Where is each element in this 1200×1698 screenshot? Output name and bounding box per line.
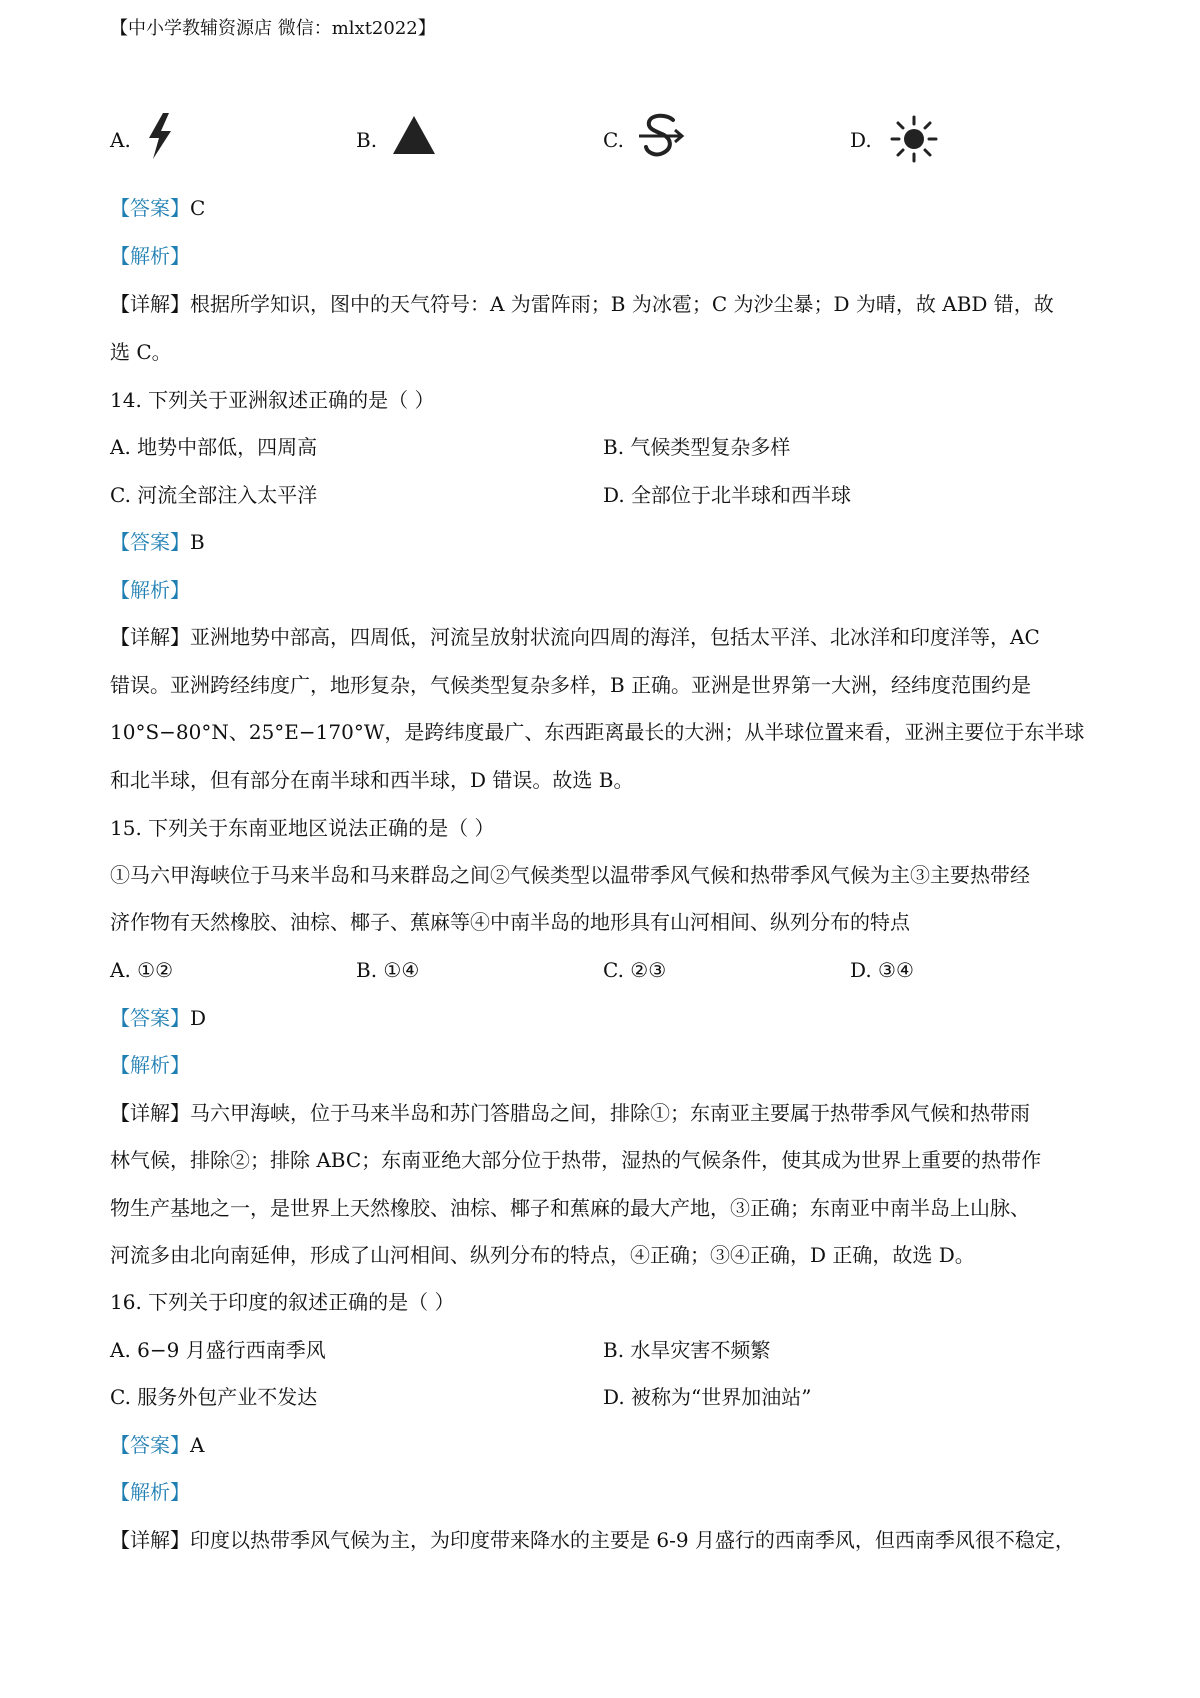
q13-option-a-label: A. bbox=[110, 128, 131, 152]
q13-answer bbox=[110, 198, 205, 218]
q13-option-c-label: C. bbox=[603, 128, 624, 152]
thunderstorm-icon bbox=[143, 111, 177, 161]
q15-detail-line: 林气候，排除②；排除 ABC；东南亚绝大部分位于热带，湿热的气候条件，使其成为世界上重要的热带作 bbox=[110, 1148, 1042, 1172]
q14-option-b: B. 气候类型复杂多样 bbox=[603, 435, 791, 459]
analysis-tag: 【解析】 bbox=[110, 244, 190, 268]
q15-detail-line: 物生产基地之一，是世界上天然橡胶、油棕、椰子和蕉麻的最大产地，③正确；东南亚中南半岛上山脉、 bbox=[110, 1196, 1030, 1220]
q16-detail-line bbox=[110, 1530, 1075, 1550]
answer-tag: 【答案】 bbox=[110, 530, 190, 554]
q16-stem: 16. 下列关于印度的叙述正确的是（ ） bbox=[110, 1290, 455, 1314]
q14-detail-line bbox=[110, 627, 1040, 647]
detail-text: 亚洲地势中部高，四周低，河流呈放射状流向四周的海洋，包括太平洋、北冰洋和印度洋等，AC bbox=[190, 625, 1040, 649]
answer-tag: 【答案】 bbox=[110, 1433, 190, 1457]
answer-tag: 【答案】 bbox=[110, 196, 190, 220]
q13-option-d-label: D. bbox=[850, 128, 872, 152]
sandstorm-icon bbox=[637, 110, 689, 162]
q16-option-c: C. 服务外包产业不发达 bbox=[110, 1385, 318, 1409]
detail-tag: 【详解】 bbox=[110, 292, 190, 316]
q14-detail-line: 错误。亚洲跨经纬度广，地形复杂，气候类型复杂多样，B 正确。亚洲是世界第一大洲，经纬度范围约是 bbox=[110, 673, 1032, 697]
analysis-tag: 【解析】 bbox=[110, 1053, 190, 1077]
q15-option-d: D. ③④ bbox=[850, 958, 914, 982]
detail-text: 马六甲海峡，位于马来半岛和苏门答腊岛之间，排除①；东南亚主要属于热带季风气候和热带雨 bbox=[190, 1101, 1030, 1125]
q13-option-b-label: B. bbox=[356, 128, 378, 152]
q14-option-d: D. 全部位于北半球和西半球 bbox=[603, 483, 852, 507]
q15-detail-line: 河流多由北向南延伸，形成了山河相间、纵列分布的特点，④正确；③④正确，D 正确，故选 D。 bbox=[110, 1243, 975, 1267]
q15-statement-line: 济作物有天然橡胶、油棕、椰子、蕉麻等④中南半岛的地形具有山河相间、纵列分布的特点 bbox=[110, 910, 910, 934]
q14-detail-line: 和北半球，但有部分在南半球和西半球，D 错误。故选 B。 bbox=[110, 768, 634, 792]
q16-analysis bbox=[110, 1482, 190, 1502]
answer-value: B bbox=[190, 530, 205, 554]
q15-option-b: B. ①④ bbox=[356, 958, 420, 982]
q16-option-a: A. 6−9 月盛行西南季风 bbox=[110, 1338, 326, 1362]
q14-option-c: C. 河流全部注入太平洋 bbox=[110, 483, 318, 507]
q14-option-a: A. 地势中部低，四周高 bbox=[110, 435, 318, 459]
detail-text: 印度以热带季风气候为主，为印度带来降水的主要是 6-9 月盛行的西南季风，但西南季风很不稳定， bbox=[190, 1528, 1075, 1552]
q16-option-b: B. 水旱灾害不频繁 bbox=[603, 1338, 771, 1362]
page-header: 【中小学教辅资源店 微信：mlxt2022】 bbox=[110, 18, 436, 39]
q15-analysis bbox=[110, 1055, 190, 1075]
q15-detail-line bbox=[110, 1103, 1030, 1123]
detail-tag: 【详解】 bbox=[110, 625, 190, 649]
detail-text: 根据所学知识，图中的天气符号：A 为雷阵雨；B 为冰雹；C 为沙尘暴；D 为晴，故 ABD 错，故 bbox=[190, 292, 1054, 316]
q14-analysis bbox=[110, 580, 190, 600]
q13-analysis bbox=[110, 246, 190, 266]
q14-stem: 14. 下列关于亚洲叙述正确的是（ ） bbox=[110, 388, 435, 412]
q14-answer bbox=[110, 532, 205, 552]
q15-option-a: A. ①② bbox=[110, 958, 174, 982]
analysis-tag: 【解析】 bbox=[110, 578, 190, 602]
q15-stem: 15. 下列关于东南亚地区说法正确的是（ ） bbox=[110, 816, 495, 840]
q15-answer bbox=[110, 1008, 206, 1028]
q16-answer bbox=[110, 1435, 204, 1455]
detail-tag: 【详解】 bbox=[110, 1528, 190, 1552]
detail-tag: 【详解】 bbox=[110, 1101, 190, 1125]
q13-detail-line bbox=[110, 294, 1054, 314]
analysis-tag: 【解析】 bbox=[110, 1480, 190, 1504]
q13-detail-line: 选 C。 bbox=[110, 340, 172, 364]
sunny-icon bbox=[890, 115, 938, 163]
q15-statement-line: ①马六甲海峡位于马来半岛和马来群岛之间②气候类型以温带季风气候和热带季风气候为主③主要热带经 bbox=[110, 863, 1030, 887]
answer-value: D bbox=[190, 1006, 207, 1030]
answer-tag: 【答案】 bbox=[110, 1006, 190, 1030]
hail-icon bbox=[391, 114, 437, 156]
q15-option-c: C. ②③ bbox=[603, 958, 667, 982]
answer-value: C bbox=[190, 196, 206, 220]
answer-value: A bbox=[190, 1433, 205, 1457]
q16-option-d: D. 被称为“世界加油站” bbox=[603, 1385, 812, 1409]
q14-detail-line: 10°S−80°N、25°E−170°W，是跨纬度最广、东西距离最长的大洲；从半球位置来看，亚洲主要位于东半球 bbox=[110, 720, 1085, 744]
